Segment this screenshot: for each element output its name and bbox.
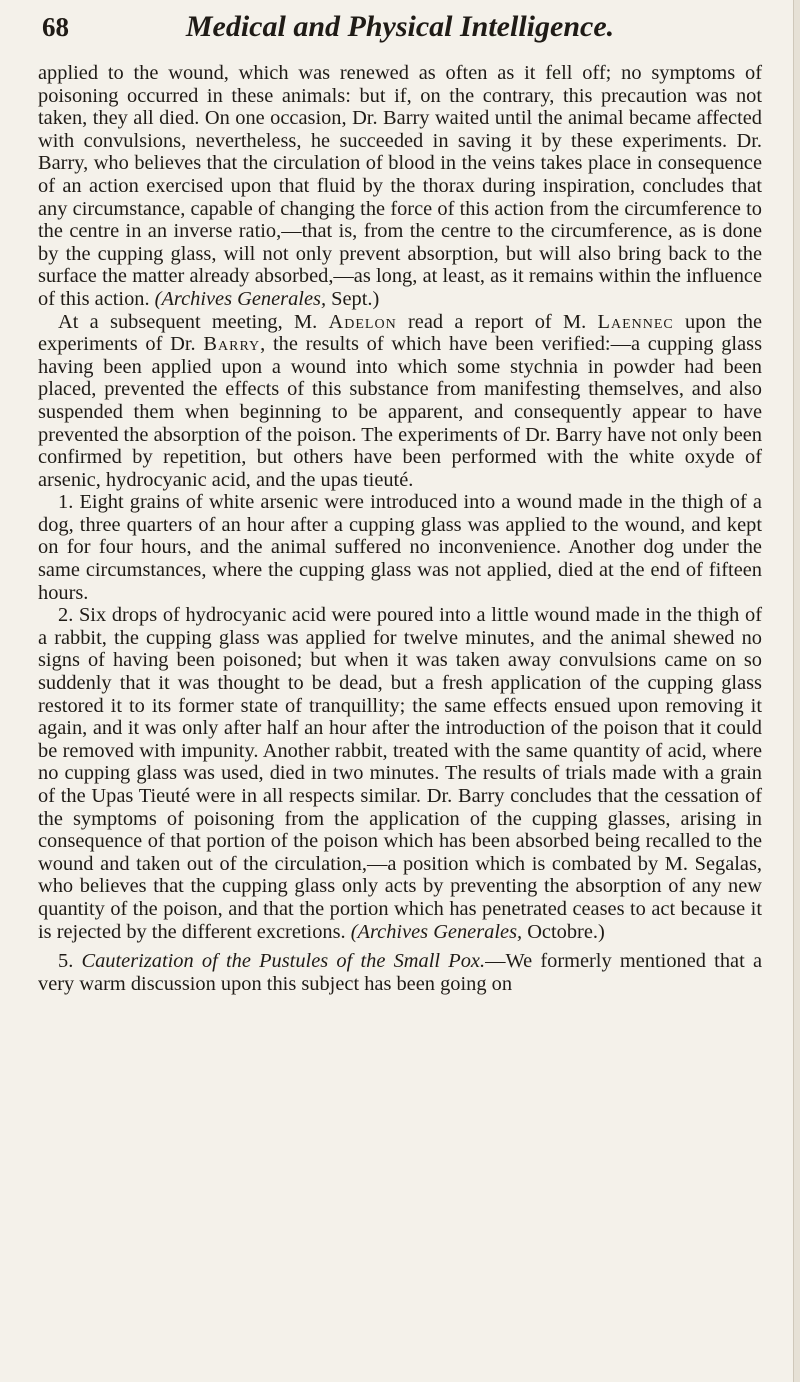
paragraph-5: [38, 950, 762, 995]
body-text: [38, 62, 762, 995]
paragraph-5-text: —We formerly mentioned that a very warm discussion upon this subject has been going on: [38, 950, 763, 995]
paragraph-2-text-d: , the results of which have been verified:—a cupping glass having been applied upon a wound into which some stychnia in powder had been placed, prevented the effects of this substance from manifesting themselves, and also suspended them when beginning to be apparent, and consequently appear to have prevented the absorption of the poison. The experiments of Dr. Barry have not only been confirmed by repetition, but others have been performed with the white oxyde of arsenic, hydrocyanic acid, and the upas tieuté.: [38, 333, 762, 491]
paragraph-1: [38, 62, 762, 311]
citation-archives-1: (Archives Generales,: [154, 287, 327, 310]
citation-archives-2: (Archives Generales,: [350, 920, 523, 943]
name-adelon: Adelon: [328, 310, 397, 333]
paragraph-4: [38, 604, 762, 943]
page-number: 68: [42, 12, 69, 42]
name-laennec: Laennec: [597, 310, 674, 333]
citation-date-1: Sept.): [326, 287, 380, 310]
section-title: Cauterization of the Pustules of the Small Pox.: [81, 950, 486, 973]
paragraph-4-text: 2. Six drops of hydrocyanic acid were poured into a little wound made in the thigh of a rabbit, the cupping glass was applied for twelve minutes, and the animal shewed no signs of having been poisoned; but when it was taken away convulsions came on so suddenly that it was thought to be dead, but a fresh application of the cupping glass restored it to its former state of tranquillity; the same effects ensued upon removing it again, and it was only after half an hour after the introduction of the poison that it could be removed with impunity. Another rabbit, treated with the same quantity of acid, where no cupping glass was used, died in two minutes. The results of trials made with a grain of the Upas Tieuté were in all respects similar. Dr. Barry concludes that the cessation of the symptoms of poisoning from the application of the cupping glasses, arising in consequence of that portion of the poison which has been absorbed being recalled to the wound and taken out of the circulation,—a position which is combated by M. Segalas, who believes that the cupping glass only acts by preventing the absorption of any new quantity of the poison, and that the portion which has penetrated ceases to act because it is rejected by the different excretions.: [38, 604, 762, 943]
citation-date-2: Octobre.): [522, 920, 605, 943]
page-header: [40, 8, 760, 52]
paragraph-2-text-c: upon the experiments of Dr.: [38, 310, 763, 356]
paragraph-2-text-a: At a subsequent meeting, M.: [58, 310, 329, 333]
paragraph-2-text-b: read a report of M.: [396, 310, 598, 333]
section-number: 5.: [58, 950, 82, 973]
name-barry: Barry: [203, 333, 261, 356]
running-head: Medical and Physical Intelligence.: [185, 10, 615, 43]
paragraph-2: [38, 311, 762, 492]
page-edge: [793, 0, 800, 1382]
paragraph-1-text: applied to the wound, which was renewed as often as it fell off; no symptoms of poisoning occurred in these animals: but if, on the contrary, this precaution was not taken, they all died. On one occasion, Dr. Barry waited until the animal became affected with convulsions, nevertheless, he succeeded in saving it by these experiments. Dr. Barry, who believes that the circulation of blood in the veins takes place in consequence of an action exercised upon that fluid by the thorax during inspiration, concludes that any circumstance, capable of changing the force of this action from the circumference to the centre in an inverse ratio,—that is, from the centre to the circumference, as is done by the cupping glass, will not only prevent absorption, but will also bring back to the surface the matter already absorbed,—as long, at least, as it remains within the influence of this action.: [38, 62, 762, 310]
paragraph-3: 1. Eight grains of white arsenic were introduced into a wound made in the thigh of a dog, three quarters of an hour after a cupping glass was applied to the wound, and kept on for four hours, and the animal suffered no inconvenience. Another dog under the same circumstances, where the cupping glass was not applied, died at the end of fifteen hours.: [38, 491, 762, 604]
